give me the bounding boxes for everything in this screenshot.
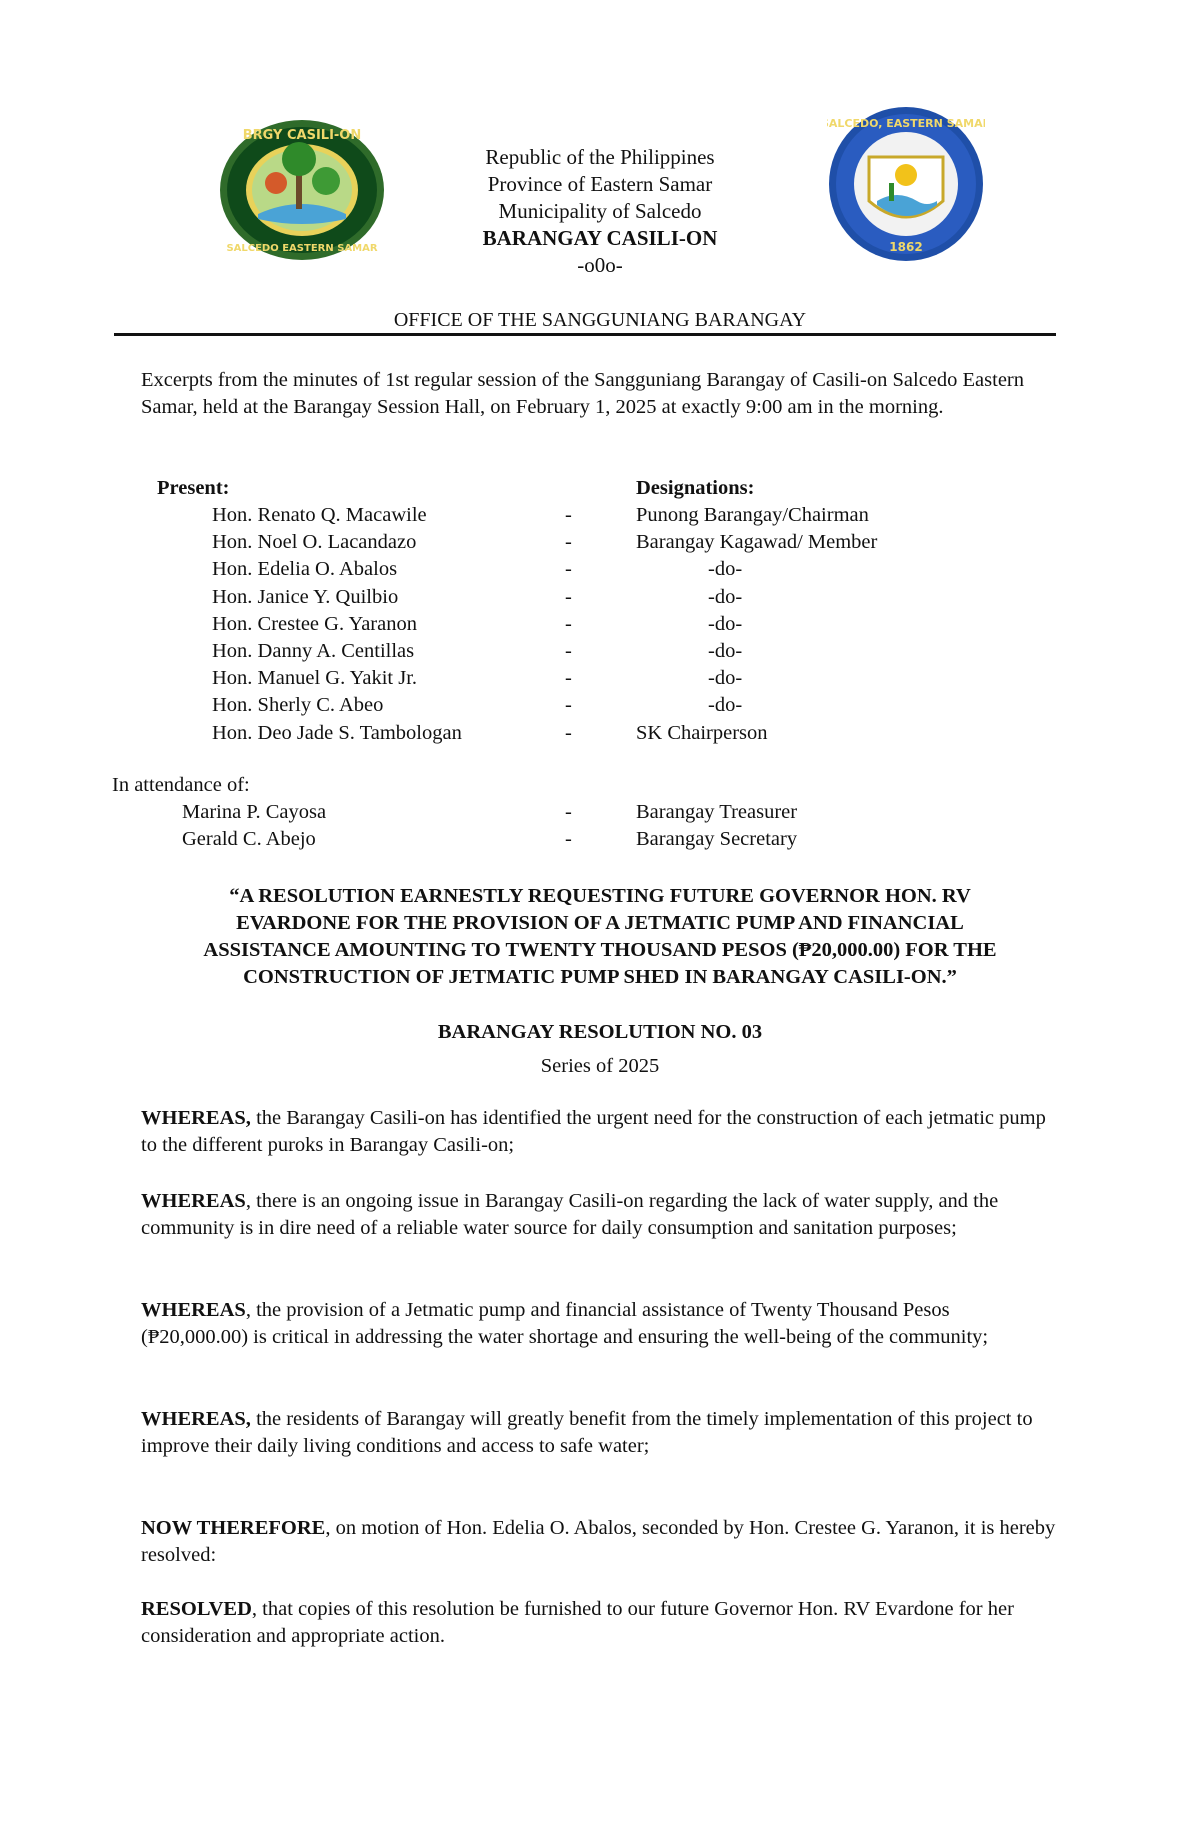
member-designation: -do- bbox=[708, 612, 743, 635]
clause-text: , there is an ongoing issue in Barangay Casili-on regarding the lack of water supply, and the community is in dire need of a reliable water source for daily consumption and sanitation purposes; bbox=[141, 1190, 999, 1239]
member-designation: SK Chairperson bbox=[636, 721, 768, 744]
member-name: Hon. Crestee G. Yaranon bbox=[212, 612, 417, 635]
member-designation: -do- bbox=[708, 585, 743, 608]
resolution-title-line: CONSTRUCTION OF JETMATIC PUMP SHED IN BARANGAY CASILI-ON.” bbox=[243, 966, 957, 988]
whereas-clause-4 bbox=[141, 1406, 1061, 1460]
clause-lead: WHEREAS bbox=[141, 1190, 246, 1212]
clause-text: , the provision of a Jetmatic pump and financial assistance of Twenty Thousand Pesos (₱20,000.00) is critical in addressing the water shortage and ensuring the well-being of the community; bbox=[141, 1299, 989, 1348]
resolved-clause bbox=[141, 1596, 1061, 1650]
separator-dash: - bbox=[565, 531, 572, 554]
header-rule bbox=[114, 333, 1056, 336]
member-row bbox=[0, 613, 1200, 640]
whereas-clause-3 bbox=[141, 1297, 1061, 1351]
member-name: Hon. Noel O. Lacandazo bbox=[212, 531, 417, 554]
separator-dash: - bbox=[565, 612, 572, 635]
resolution-title-line: EVARDONE FOR THE PROVISION OF A JETMATIC PUMP AND FINANCIAL bbox=[236, 912, 964, 934]
header-ornament: -o0o- bbox=[577, 253, 623, 277]
clause-text: , that copies of this resolution be furnished to our future Governor Hon. RV Evardone for her consideration and appropriate action. bbox=[141, 1598, 1014, 1647]
clause-lead: WHEREAS bbox=[141, 1299, 246, 1321]
member-name: Gerald C. Abejo bbox=[182, 828, 316, 851]
member-designation: Barangay Kagawad/ Member bbox=[636, 531, 878, 554]
designations-heading: Designations: bbox=[636, 477, 755, 499]
intro-paragraph: Excerpts from the minutes of 1st regular session of the Sangguniang Barangay of Casili-on Salcedo Eastern Samar, held at the Barangay Session Hall, on February 1, 2025 at exactly 9:00 am in the morning. bbox=[141, 369, 1024, 418]
member-row bbox=[0, 640, 1200, 667]
separator-dash: - bbox=[565, 694, 572, 717]
member-row bbox=[0, 722, 1200, 749]
member-name: Hon. Edelia O. Abalos bbox=[212, 558, 398, 581]
member-designation: -do- bbox=[708, 694, 743, 717]
resolution-series: Series of 2025 bbox=[540, 1055, 660, 1077]
attendance-row bbox=[0, 828, 1200, 855]
svg-text:1862: 1862 bbox=[889, 240, 923, 254]
separator-dash: - bbox=[565, 585, 572, 608]
clause-lead: NOW THEREFORE bbox=[141, 1517, 326, 1539]
resolution-title-line: ASSISTANCE AMOUNTING TO TWENTY THOUSAND PESOS (₱20,000.00) FOR THE bbox=[203, 939, 997, 961]
member-row bbox=[0, 558, 1200, 585]
member-row bbox=[0, 694, 1200, 721]
clause-text: the Barangay Casili-on has identified the urgent need for the construction of each jetmatic pump to the different puroks in Barangay Casili-on; bbox=[141, 1107, 1046, 1156]
attendance-row bbox=[0, 801, 1200, 828]
separator-dash: - bbox=[565, 504, 572, 526]
clause-lead: WHEREAS, bbox=[141, 1107, 251, 1129]
member-designation: -do- bbox=[708, 667, 743, 690]
resolution-number: BARANGAY RESOLUTION NO. 03 bbox=[437, 1021, 763, 1043]
member-name: Hon. Renato Q. Macawile bbox=[212, 504, 427, 526]
member-row bbox=[0, 586, 1200, 613]
whereas-clause-1 bbox=[141, 1105, 1061, 1159]
member-name: Marina P. Cayosa bbox=[182, 801, 327, 823]
member-row bbox=[0, 531, 1200, 558]
svg-text:SALCEDO EASTERN SAMAR: SALCEDO EASTERN SAMAR bbox=[226, 243, 378, 254]
separator-dash: - bbox=[565, 640, 572, 662]
separator-dash: - bbox=[565, 558, 572, 581]
now-therefore-clause bbox=[141, 1515, 1061, 1569]
clause-lead: WHEREAS, bbox=[141, 1408, 251, 1430]
whereas-clause-2 bbox=[141, 1188, 1061, 1242]
header-barangay: BARANGAY CASILI-ON bbox=[482, 226, 718, 250]
header-municipality: Municipality of Salcedo bbox=[498, 199, 702, 223]
member-name: Hon. Janice Y. Quilbio bbox=[212, 585, 399, 608]
resolution-title-line: “A RESOLUTION EARNESTLY REQUESTING FUTURE GOVERNOR HON. RV bbox=[229, 885, 971, 907]
separator-dash: - bbox=[565, 801, 572, 823]
member-name: Hon. Manuel G. Yakit Jr. bbox=[212, 667, 418, 690]
clause-text: the residents of Barangay will greatly benefit from the timely implementation of this project to improve their daily living conditions and access to safe water; bbox=[141, 1408, 1033, 1457]
member-name: Hon. Deo Jade S. Tambologan bbox=[212, 721, 462, 744]
header-republic: Republic of the Philippines bbox=[485, 145, 715, 169]
member-name: Hon. Danny A. Centillas bbox=[212, 640, 415, 662]
attendance-heading: In attendance of: bbox=[112, 774, 250, 796]
member-row bbox=[0, 667, 1200, 694]
header-province: Province of Eastern Samar bbox=[487, 172, 713, 196]
member-designation: Punong Barangay/Chairman bbox=[636, 504, 869, 526]
member-designation: -do- bbox=[708, 640, 743, 662]
svg-text:BRGY CASILI-ON: BRGY CASILI-ON bbox=[242, 128, 362, 143]
member-designation: Barangay Treasurer bbox=[636, 801, 798, 823]
separator-dash: - bbox=[565, 721, 572, 744]
member-name: Hon. Sherly C. Abeo bbox=[212, 694, 384, 717]
clause-lead: RESOLVED bbox=[141, 1598, 252, 1620]
member-designation: Barangay Secretary bbox=[636, 828, 798, 851]
svg-text:SALCEDO, EASTERN SAMAR: SALCEDO, EASTERN SAMAR bbox=[827, 117, 985, 130]
clause-text: , on motion of Hon. Edelia O. Abalos, seconded by Hon. Crestee G. Yaranon, it is hereby resolved: bbox=[141, 1517, 1056, 1566]
present-heading: Present: bbox=[157, 477, 230, 499]
member-designation: -do- bbox=[708, 558, 743, 581]
separator-dash: - bbox=[565, 667, 572, 690]
separator-dash: - bbox=[565, 828, 572, 851]
member-row bbox=[0, 504, 1200, 531]
office-title: OFFICE OF THE SANGGUNIANG BARANGAY bbox=[393, 309, 807, 331]
